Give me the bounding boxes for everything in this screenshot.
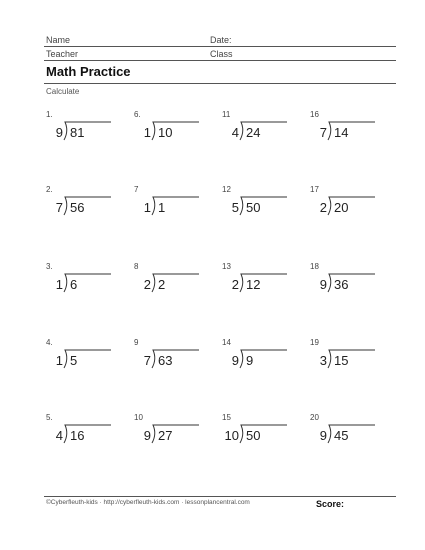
dividend: 9 xyxy=(246,353,254,368)
divisor: 5 xyxy=(231,200,239,215)
problem-number: 17 xyxy=(310,185,319,194)
footer-line xyxy=(44,496,396,497)
problem-10 xyxy=(134,413,214,453)
dividend: 36 xyxy=(334,277,349,292)
problem-3 xyxy=(46,262,126,302)
problem-18 xyxy=(310,262,390,302)
dividend: 1 xyxy=(158,200,166,215)
name-label: Name xyxy=(46,35,71,45)
dividend: 20 xyxy=(334,200,349,215)
teacher-label: Teacher xyxy=(46,49,79,59)
problem-number: 11 xyxy=(222,110,231,119)
problem-number: 18 xyxy=(310,262,319,271)
dividend: 63 xyxy=(158,353,173,368)
dividend: 15 xyxy=(334,353,349,368)
dividend: 10 xyxy=(158,125,173,140)
dividend: 14 xyxy=(334,125,349,140)
teacher-line xyxy=(44,60,396,61)
problem-4 xyxy=(46,338,126,378)
date-label: Date: xyxy=(210,35,232,45)
problem-number: 12 xyxy=(222,185,231,194)
divisor: 1 xyxy=(143,125,151,140)
problem-number: 20 xyxy=(310,413,319,422)
problem-number: 7 xyxy=(134,185,139,194)
divisor: 7 xyxy=(143,353,151,368)
problem-number: 19 xyxy=(310,338,319,347)
problem-8 xyxy=(134,262,214,302)
problem-1 xyxy=(46,110,126,150)
dividend: 12 xyxy=(246,277,261,292)
problem-7 xyxy=(134,185,214,225)
dividend: 24 xyxy=(246,125,261,140)
problem-number: 13 xyxy=(222,262,231,271)
problem-number: 6. xyxy=(134,110,141,119)
divisor: 9 xyxy=(319,428,327,443)
dividend: 45 xyxy=(334,428,349,443)
dividend: 50 xyxy=(246,200,261,215)
dividend: 27 xyxy=(158,428,173,443)
divisor: 7 xyxy=(55,200,63,215)
problem-19 xyxy=(310,338,390,378)
divisor: 1 xyxy=(55,353,63,368)
problem-number: 10 xyxy=(134,413,143,422)
problem-number: 2. xyxy=(46,185,53,194)
divisor: 2 xyxy=(319,200,327,215)
dividend: 2 xyxy=(158,277,166,292)
problem-5 xyxy=(46,413,126,453)
divisor: 2 xyxy=(143,277,151,292)
problem-16 xyxy=(310,110,390,150)
dividend: 50 xyxy=(246,428,261,443)
problem-number: 15 xyxy=(222,413,231,422)
divisor: 9 xyxy=(319,277,327,292)
problem-17 xyxy=(310,185,390,225)
divisor: 3 xyxy=(319,353,327,368)
divisor: 7 xyxy=(319,125,327,140)
score-label: Score: xyxy=(316,499,345,509)
problem-12 xyxy=(222,185,302,225)
problem-15 xyxy=(222,413,302,453)
name-line xyxy=(44,46,396,47)
problem-14 xyxy=(222,338,302,378)
divisor: 10 xyxy=(224,428,239,443)
problem-13 xyxy=(222,262,302,302)
problem-number: 5. xyxy=(46,413,53,422)
divisor: 9 xyxy=(231,353,239,368)
divisor: 4 xyxy=(231,125,239,140)
dividend: 6 xyxy=(70,277,78,292)
problem-2 xyxy=(46,185,126,225)
problem-number: 4. xyxy=(46,338,53,347)
divisor: 1 xyxy=(55,277,63,292)
dividend: 5 xyxy=(70,353,78,368)
instructions: Calculate xyxy=(46,87,80,96)
problem-6 xyxy=(134,110,214,150)
problem-number: 3. xyxy=(46,262,53,271)
problem-number: 8 xyxy=(134,262,139,271)
dividend: 56 xyxy=(70,200,85,215)
dividend: 81 xyxy=(70,125,85,140)
problem-20 xyxy=(310,413,390,453)
problem-number: 9 xyxy=(134,338,139,347)
divisor: 9 xyxy=(143,428,151,443)
divisor: 1 xyxy=(143,200,151,215)
divisor: 9 xyxy=(55,125,63,140)
problem-number: 14 xyxy=(222,338,231,347)
title-line xyxy=(44,83,396,84)
problem-number: 1. xyxy=(46,110,53,119)
problem-number: 16 xyxy=(310,110,319,119)
page-title: Math Practice xyxy=(46,64,131,79)
divisor: 4 xyxy=(55,428,63,443)
dividend: 16 xyxy=(70,428,85,443)
problem-11 xyxy=(222,110,302,150)
copyright-text: ©Cyberfleuth-kids · http://cyberfleuth-kids.com · lessonplancentral.com xyxy=(46,499,250,506)
problem-9 xyxy=(134,338,214,378)
class-label: Class xyxy=(210,49,233,59)
divisor: 2 xyxy=(231,277,239,292)
